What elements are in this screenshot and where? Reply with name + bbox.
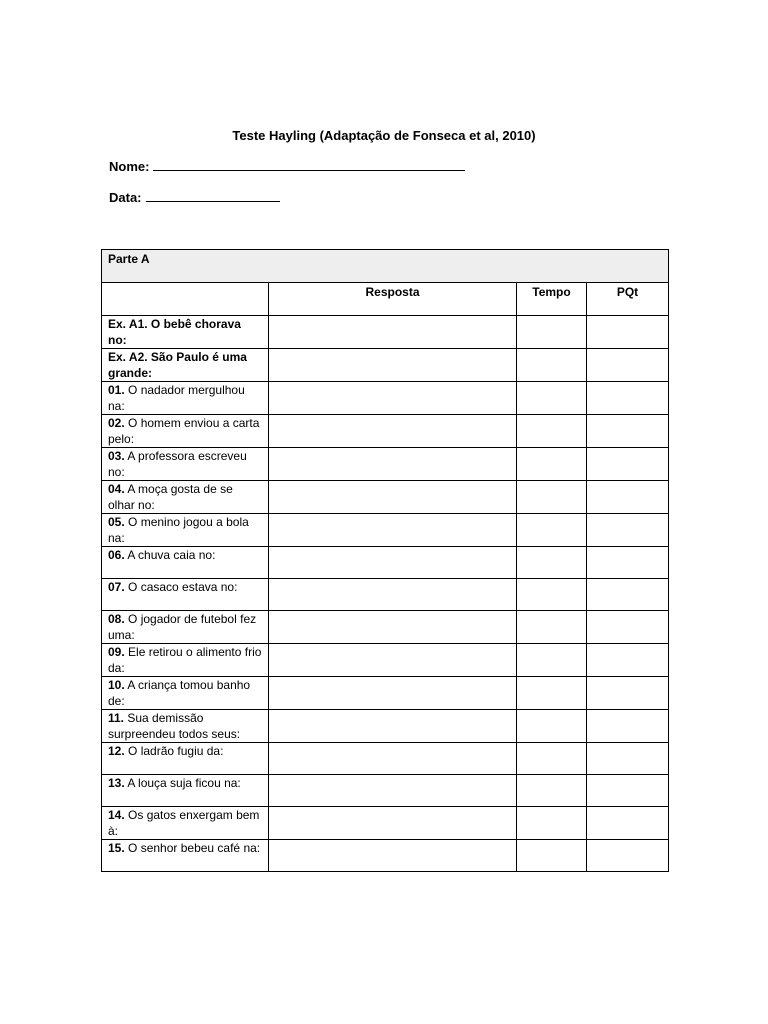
resposta-cell[interactable] [269, 481, 517, 514]
resposta-cell[interactable] [269, 743, 517, 775]
sentence-cell [102, 316, 269, 349]
table-row [102, 644, 669, 677]
tempo-cell[interactable] [517, 644, 587, 677]
table-row [102, 677, 669, 710]
sentence-cell [102, 807, 269, 840]
item-number: 07. [108, 580, 125, 594]
table-row [102, 547, 669, 579]
sentence-cell [102, 677, 269, 710]
tempo-cell[interactable] [517, 710, 587, 743]
sentence-text: O menino jogou a bola na: [108, 515, 249, 545]
tempo-cell[interactable] [517, 547, 587, 579]
pqt-cell[interactable] [587, 415, 669, 448]
sentence-cell [102, 775, 269, 807]
pqt-cell[interactable] [587, 807, 669, 840]
item-number: 02. [108, 416, 125, 430]
sentence-text: São Paulo é uma grande: [108, 350, 247, 380]
resposta-cell[interactable] [269, 710, 517, 743]
sentence-text: A moça gosta de se olhar no: [108, 482, 233, 512]
nome-blank-line[interactable] [153, 158, 465, 171]
sentence-cell [102, 743, 269, 775]
item-number: Ex. A1. [108, 317, 148, 331]
nome-label: Nome: [109, 159, 150, 174]
sentence-cell [102, 840, 269, 872]
table-row [102, 743, 669, 775]
sentence-text: A criança tomou banho de: [108, 678, 251, 708]
pqt-cell[interactable] [587, 514, 669, 547]
table-row [102, 481, 669, 514]
sentence-text: O bebê chorava no: [108, 317, 241, 347]
tempo-cell[interactable] [517, 743, 587, 775]
resposta-cell[interactable] [269, 547, 517, 579]
sentence-text: O jogador de futebol fez uma: [108, 612, 257, 642]
tempo-cell[interactable] [517, 807, 587, 840]
resposta-cell[interactable] [269, 382, 517, 415]
item-number: 08. [108, 612, 125, 626]
tempo-cell[interactable] [517, 349, 587, 382]
resposta-cell[interactable] [269, 349, 517, 382]
pqt-cell[interactable] [587, 481, 669, 514]
sentence-cell [102, 382, 269, 415]
sentence-text: A louça suja ficou na: [127, 776, 241, 790]
tempo-cell[interactable] [517, 481, 587, 514]
resposta-cell[interactable] [269, 644, 517, 677]
resposta-cell[interactable] [269, 840, 517, 872]
sentence-text: Os gatos enxergam bem à: [108, 808, 260, 838]
tempo-cell[interactable] [517, 677, 587, 710]
resposta-cell[interactable] [269, 611, 517, 644]
resposta-cell[interactable] [269, 316, 517, 349]
sentence-text: A professora escreveu no: [108, 449, 247, 479]
pqt-cell[interactable] [587, 775, 669, 807]
pqt-cell[interactable] [587, 547, 669, 579]
table-row [102, 775, 669, 807]
sentence-text: O homem enviou a carta pelo: [108, 416, 260, 446]
item-number: 10. [108, 678, 125, 692]
sentence-cell [102, 448, 269, 481]
table-row [102, 710, 669, 743]
table-row [102, 415, 669, 448]
item-number: 01. [108, 383, 125, 397]
table-row [102, 382, 669, 415]
item-number: 12. [108, 744, 125, 758]
resposta-cell[interactable] [269, 807, 517, 840]
document-title: Teste Hayling (Adaptação de Fonseca et al, 2010) [232, 128, 536, 143]
pqt-cell[interactable] [587, 840, 669, 872]
item-number: 11. [108, 711, 125, 725]
item-number: 14. [108, 808, 125, 822]
table-row [102, 579, 669, 611]
table-row [102, 611, 669, 644]
sentence-cell [102, 415, 269, 448]
table-row [102, 349, 669, 382]
tempo-cell[interactable] [517, 382, 587, 415]
part-label: Parte A [102, 250, 669, 283]
table-row [102, 514, 669, 547]
sentence-text: Ele retirou o alimento frio da: [108, 645, 262, 675]
resposta-cell[interactable] [269, 514, 517, 547]
part-header-row [102, 250, 669, 283]
resposta-cell[interactable] [269, 448, 517, 481]
item-number: 13. [108, 776, 125, 790]
pqt-cell[interactable] [587, 382, 669, 415]
pqt-cell[interactable] [587, 710, 669, 743]
resposta-cell[interactable] [269, 579, 517, 611]
item-number: 15. [108, 841, 125, 855]
pqt-cell[interactable] [587, 349, 669, 382]
sentence-text: O nadador mergulhou na: [108, 383, 245, 413]
pqt-cell[interactable] [587, 611, 669, 644]
tempo-cell[interactable] [517, 448, 587, 481]
sentence-text: Sua demissão surpreendeu todos seus: [108, 711, 241, 741]
nome-field[interactable] [109, 158, 465, 174]
pqt-cell[interactable] [587, 316, 669, 349]
table-row [102, 840, 669, 872]
item-number: 04. [108, 482, 125, 496]
item-number: Ex. A2. [108, 350, 148, 364]
sentence-cell [102, 611, 269, 644]
sentence-text: O ladrão fugiu da: [128, 744, 224, 758]
header-tempo: Tempo [517, 283, 587, 316]
sentence-cell [102, 644, 269, 677]
sentence-text: A chuva caia no: [127, 548, 216, 562]
resposta-cell[interactable] [269, 415, 517, 448]
sentence-cell [102, 579, 269, 611]
header-resposta: Resposta [269, 283, 517, 316]
table-row [102, 448, 669, 481]
sentence-text: O senhor bebeu café na: [128, 841, 261, 855]
table-row [102, 316, 669, 349]
column-header-row [102, 283, 669, 316]
pqt-cell[interactable] [587, 448, 669, 481]
pqt-cell[interactable] [587, 743, 669, 775]
data-label: Data: [109, 190, 142, 205]
hayling-table [101, 249, 669, 872]
sentence-cell [102, 710, 269, 743]
item-number: 06. [108, 548, 125, 562]
item-number: 05. [108, 515, 125, 529]
sentence-cell [102, 547, 269, 579]
pqt-cell[interactable] [587, 579, 669, 611]
tempo-cell[interactable] [517, 514, 587, 547]
tempo-cell[interactable] [517, 316, 587, 349]
header-item-cell [102, 283, 269, 316]
tempo-cell[interactable] [517, 415, 587, 448]
sentence-cell [102, 481, 269, 514]
resposta-cell[interactable] [269, 677, 517, 710]
table-row [102, 807, 669, 840]
sentence-cell [102, 349, 269, 382]
tempo-cell[interactable] [517, 611, 587, 644]
tempo-cell[interactable] [517, 840, 587, 872]
pqt-cell[interactable] [587, 644, 669, 677]
item-number: 09. [108, 645, 125, 659]
sentence-cell [102, 514, 269, 547]
tempo-cell[interactable] [517, 775, 587, 807]
header-pqt: PQt [587, 283, 669, 316]
data-field[interactable] [109, 189, 280, 205]
data-blank-line[interactable] [146, 189, 280, 202]
pqt-cell[interactable] [587, 677, 669, 710]
resposta-cell[interactable] [269, 775, 517, 807]
item-number: 03. [108, 449, 125, 463]
sentence-text: O casaco estava no: [128, 580, 238, 594]
tempo-cell[interactable] [517, 579, 587, 611]
